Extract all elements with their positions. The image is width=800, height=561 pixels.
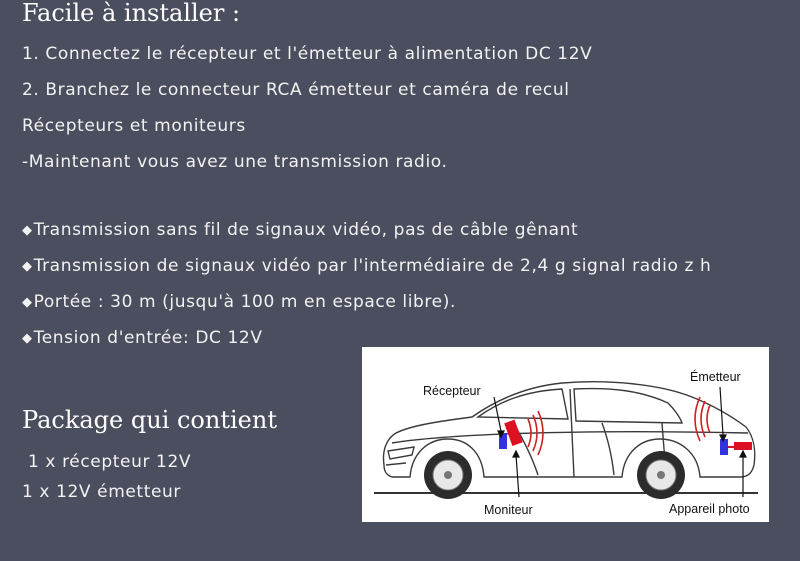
- camera-device: [734, 442, 752, 450]
- car-diagram-illustration: [362, 347, 769, 522]
- installation-diagram: [362, 347, 769, 522]
- package-item-transmitter: 1 x 12V émetteur: [22, 482, 181, 502]
- monitor-label: Moniteur: [484, 503, 533, 517]
- receiver-label: Récepteur: [423, 384, 481, 398]
- camera-label: Appareil photo: [669, 502, 750, 516]
- transmitter-device: [720, 439, 728, 455]
- install-step-4: -Maintenant vous avez une transmission radio.: [22, 152, 448, 172]
- install-step-3: Récepteurs et moniteurs: [22, 116, 246, 136]
- front-wheel: [424, 451, 472, 499]
- feature-text: Portée : 30 m (jusqu'à 100 m en espace libre).: [33, 292, 456, 312]
- feature-text: Transmission de signaux vidéo par l'intermédiaire de 2,4 g signal radio z h: [33, 256, 712, 276]
- package-item-receiver: 1 x récepteur 12V: [22, 452, 192, 472]
- diamond-bullet-icon: ◆: [22, 331, 33, 346]
- feature-item: [22, 256, 711, 277]
- feature-text: Transmission sans fil de signaux vidéo, pas de câble gênant: [33, 220, 579, 240]
- feature-item: [22, 292, 456, 313]
- feature-item: [22, 328, 263, 349]
- diamond-bullet-icon: ◆: [22, 223, 33, 238]
- install-step-2: 2. Branchez le connecteur RCA émetteur et caméra de recul: [22, 80, 570, 100]
- transmitter-label: Émetteur: [690, 370, 741, 384]
- install-heading: Facile à installer :: [22, 0, 241, 27]
- feature-text: Tension d'entrée: DC 12V: [33, 328, 263, 348]
- feature-item: [22, 220, 578, 241]
- diamond-bullet-icon: ◆: [22, 259, 33, 274]
- install-step-1: 1. Connectez le récepteur et l'émetteur à alimentation DC 12V: [22, 44, 593, 64]
- package-heading: Package qui contient: [22, 406, 277, 434]
- rear-wheel: [637, 451, 685, 499]
- diamond-bullet-icon: ◆: [22, 295, 33, 310]
